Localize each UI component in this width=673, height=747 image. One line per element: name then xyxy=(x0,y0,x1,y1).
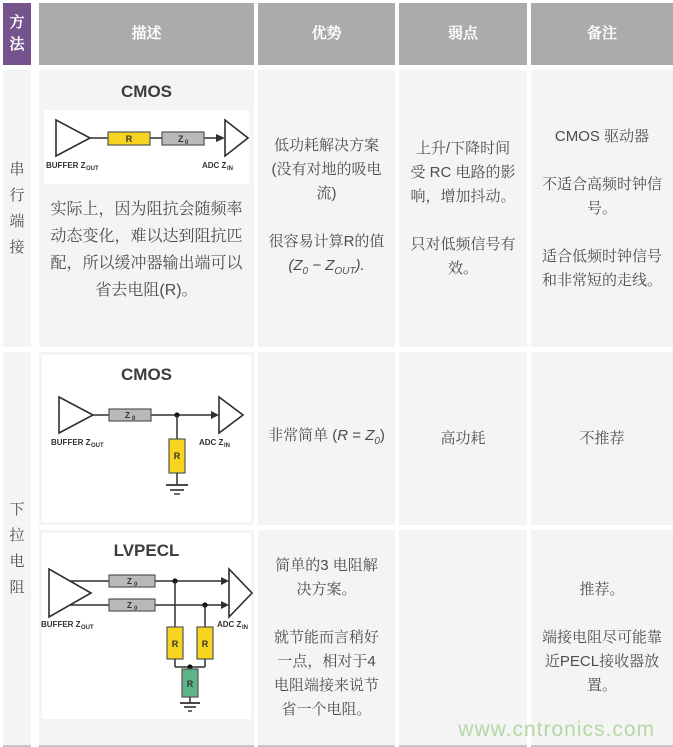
adc-triangle-icon xyxy=(219,397,243,433)
resistor-label: R xyxy=(201,639,208,649)
row1-diagram-title: CMOS xyxy=(121,82,172,101)
row3-note-2: 端接电阻尽可能靠近PECL接收器放置。 xyxy=(541,628,662,694)
method-pulldown-resistor xyxy=(3,352,31,745)
impedance-sub: 0 xyxy=(133,582,137,588)
buffer-triangle-icon xyxy=(49,569,91,617)
header-advantages-label: 优势 xyxy=(311,25,342,42)
cmos-pulldown-diagram xyxy=(49,389,244,501)
impedance-label: Z xyxy=(126,577,132,586)
arrowhead-icon xyxy=(221,601,229,609)
header-weaknesses xyxy=(399,3,527,65)
row3-advantages-cell xyxy=(258,530,395,745)
row3-notes-cell xyxy=(531,530,673,745)
resistor-label: R xyxy=(125,134,133,144)
row2-advantage-1: 非常简单 $(R = Z_0)$ xyxy=(268,426,385,447)
arrowhead-icon xyxy=(211,411,219,419)
row1-advantage-2 xyxy=(269,230,385,284)
row1-note-2: 不适合高频时钟信号。 xyxy=(541,175,662,217)
impedance-label: Z xyxy=(178,134,184,144)
header-description-label: 描述 xyxy=(131,25,162,42)
adc-label: ADC Z xyxy=(199,438,224,447)
row2-advantages-cell xyxy=(258,352,395,525)
buffer-label-sub: OUT xyxy=(91,443,104,449)
series-termination-diagram xyxy=(44,110,249,176)
resistor-label: R xyxy=(186,679,193,689)
impedance-label: Z xyxy=(125,411,130,420)
row1-weaknesses-cell xyxy=(399,70,527,347)
header-description xyxy=(39,3,254,65)
adc-label: ADC Z xyxy=(202,161,227,170)
method-series-termination-label: 串行端接 xyxy=(9,160,25,256)
table-grid xyxy=(3,0,673,747)
adc-triangle-icon xyxy=(225,120,248,156)
header-method-label: 方法 xyxy=(9,14,25,53)
row1-advantages-cell xyxy=(258,70,395,347)
row1-note-1: CMOS 驱动器 xyxy=(554,127,650,145)
row1-formula: $(Z_0 - Z_{OUT})$. xyxy=(288,256,365,277)
header-weaknesses-label: 弱点 xyxy=(447,25,478,42)
impedance-box-bottom xyxy=(109,599,155,611)
impedance-label: Z xyxy=(126,601,132,610)
header-notes xyxy=(531,3,673,65)
row3-note-1: 推荐。 xyxy=(579,580,625,598)
arrowhead-icon xyxy=(221,577,229,585)
ground-icon xyxy=(166,485,188,494)
header-notes-label: 备注 xyxy=(586,25,617,42)
impedance-box-top xyxy=(109,575,155,587)
impedance-sub: 0 xyxy=(132,416,136,422)
impedance-sub: 0 xyxy=(185,140,189,146)
arrowhead-icon xyxy=(216,134,225,142)
row1-notes-cell xyxy=(531,70,673,347)
buffer-triangle-icon xyxy=(59,397,93,433)
row2-diagram-title: CMOS xyxy=(121,365,172,384)
buffer-label: BUFFER Z xyxy=(40,620,81,629)
row2-diagram-panel xyxy=(42,355,251,522)
buffer-triangle-icon xyxy=(56,120,90,156)
row2-note-1: 不推荐 xyxy=(579,429,625,447)
row3-diagram-title: LVPECL xyxy=(113,541,180,560)
row1-weakness-2: 只对低频信号有效。 xyxy=(410,235,516,277)
row1-advantage-1: 低功耗解决方案 (没有对地的吸电流) xyxy=(271,136,382,202)
row1-advantage-2-text: 很容易计算R的值 xyxy=(268,232,385,250)
lvpecl-pulldown-diagram xyxy=(41,563,253,715)
header-advantages xyxy=(258,3,395,65)
adc-label-sub: IN xyxy=(227,166,233,172)
impedance-box xyxy=(109,409,151,421)
resistor-label: R xyxy=(171,639,178,649)
method-series-termination xyxy=(3,70,31,347)
resistor-label: R xyxy=(173,451,181,461)
buffer-label: BUFFER Z xyxy=(46,161,86,170)
row1-description-cell xyxy=(39,70,254,347)
impedance-sub: 0 xyxy=(133,606,137,612)
buffer-label: BUFFER Z xyxy=(51,438,91,447)
adc-label-sub: IN xyxy=(224,443,230,449)
row3-advantage-2: 就节能而言稍好一点，相对于4 电阻端接来说节省一个电阻。 xyxy=(273,628,379,718)
row3-description-cell xyxy=(39,530,254,745)
buffer-label-sub: OUT xyxy=(80,625,94,631)
ground-icon xyxy=(180,703,200,711)
row3-weaknesses-cell xyxy=(399,530,527,745)
buffer-label-sub: OUT xyxy=(86,166,99,172)
row3-diagram-panel xyxy=(42,533,251,719)
row2-weaknesses-cell xyxy=(399,352,527,525)
row1-note-3: 适合低频时钟信号和非常短的走线。 xyxy=(541,247,662,289)
adc-triangle-icon xyxy=(229,569,252,617)
row1-diagram-panel xyxy=(44,110,249,184)
header-method xyxy=(3,3,31,65)
row2-weakness-1: 高功耗 xyxy=(440,429,486,447)
row1-description-text: 实际上，因为阻抗会随频率动态变化，难以达到阻抗匹配，所以缓冲器输出端可以省去电阻(R)。 xyxy=(50,201,243,299)
watermark: www.cntronics.com xyxy=(458,718,655,741)
row1-weakness-1: 上升/下降时间受 RC 电路的影响，增加抖动。 xyxy=(410,139,516,205)
adc-label-sub: IN xyxy=(241,625,248,631)
adc-label: ADC Z xyxy=(216,620,241,629)
row2-notes-cell xyxy=(531,352,673,525)
row2-description-cell xyxy=(39,352,254,525)
method-pulldown-resistor-label: 下拉电阻 xyxy=(9,500,25,596)
row3-advantage-1: 简单的3 电阻解决方案。 xyxy=(275,556,378,598)
